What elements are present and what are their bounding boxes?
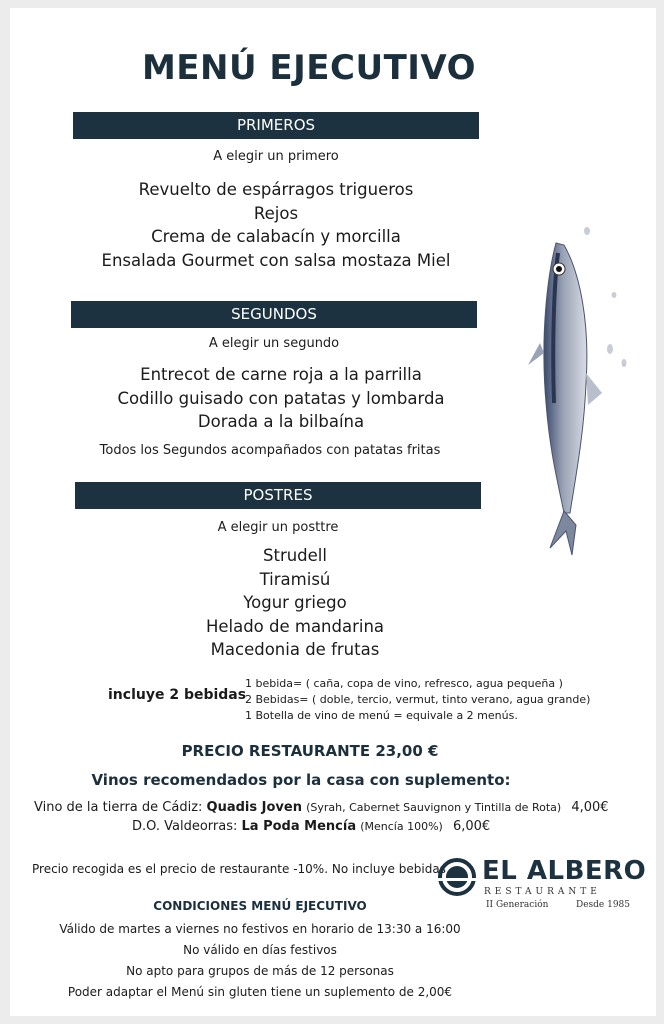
postres-subtitle: A elegir un posttre: [217, 520, 339, 535]
conditions-list: [10, 919, 510, 1003]
list-item: Ensalada Gourmet con salsa mostaza Miel: [101, 250, 451, 270]
wine-1-prefix: Vino de la tierra de Cádiz:: [34, 800, 207, 815]
bebidas-label: incluye 2 bebidas: [108, 687, 247, 703]
primeros-list: [73, 178, 479, 272]
list-item: Entrecot de carne roja a la parrilla: [140, 365, 422, 384]
sardine-illustration-icon: [510, 213, 640, 558]
conditions-line: Válido de martes a viernes no festivos en horario de 13:30 a 16:00: [59, 922, 461, 936]
wine-2: [132, 819, 490, 834]
segundos-header: SEGUNDOS: [71, 301, 477, 328]
menu-page: [10, 8, 656, 1016]
conditions-line: No apto para grupos de más de 12 personas: [126, 964, 394, 978]
wine-2-prefix: D.O. Valdeorras:: [132, 819, 242, 834]
logo-emblem-icon: [436, 858, 478, 896]
segundos-list: [71, 363, 491, 434]
list-item: Revuelto de espárragos trigueros: [138, 180, 414, 199]
segundos-note: Todos los Segundos acompañados con patatas fritas: [99, 443, 441, 458]
list-item: Dorada a la bilbaína: [197, 412, 365, 431]
primeros-header: PRIMEROS: [73, 112, 479, 139]
postres-list: [75, 544, 515, 662]
list-item: Yogur griego: [243, 593, 347, 612]
price-text: PRECIO RESTAURANTE 23,00 €: [181, 742, 439, 760]
conditions-heading: CONDICIONES MENÚ EJECUTIVO: [153, 899, 367, 913]
segundos-subtitle: A elegir un segundo: [208, 336, 340, 351]
logo-generacion: II Generación: [486, 900, 549, 910]
primeros-subtitle: A elegir un primero: [213, 149, 339, 164]
bebidas-line: 1 bebida= ( caña, copa de vino, refresco, agua pequeña ): [245, 677, 563, 690]
list-item: Strudell: [263, 546, 327, 565]
list-item: Codillo guisado con patatas y lombarda: [117, 388, 445, 408]
wine-1-price: 4,00€: [571, 800, 609, 815]
wine-2-detail: (Mencía 100%): [360, 820, 443, 833]
wine-1: [34, 800, 609, 815]
bebidas-details: [245, 676, 590, 724]
wine-1-name: Quadis Joven: [206, 800, 302, 815]
bebidas-line: 1 Botella de vino de menú = equivale a 2 menús.: [245, 709, 518, 722]
conditions-line: No válido en días festivos: [183, 943, 337, 957]
page-title: MENÚ EJECUTIVO: [141, 48, 477, 88]
wine-1-detail: (Syrah, Cabernet Sauvignon y Tintilla de Rota): [306, 801, 562, 814]
wine-2-price: 6,00€: [452, 819, 491, 834]
logo-sub: RESTAURANTE: [484, 887, 601, 897]
list-item: Tiramisú: [259, 569, 331, 589]
wines-heading: Vinos recomendados por la casa con suplemento:: [91, 771, 511, 789]
list-item: Macedonia de frutas: [210, 640, 380, 659]
list-item: Helado de mandarina: [205, 616, 385, 636]
wine-2-name: La Poda Mencía: [241, 819, 357, 834]
conditions-line: Poder adaptar el Menú sin gluten tiene un suplemento de 2,00€: [67, 985, 453, 999]
logo-desde: Desde 1985: [576, 900, 631, 910]
list-item: Crema de calabacín y morcilla: [151, 227, 401, 246]
list-item: Rejos: [253, 203, 299, 223]
postres-header: POSTRES: [75, 482, 481, 509]
logo-name: EL ALBERO: [482, 856, 647, 886]
pickup-note: Precio recogida es el precio de restaurante -10%. No incluye bebidas: [32, 862, 446, 876]
bebidas-line: 2 Bebidas= ( doble, tercio, vermut, tinto verano, agua grande): [245, 693, 591, 706]
